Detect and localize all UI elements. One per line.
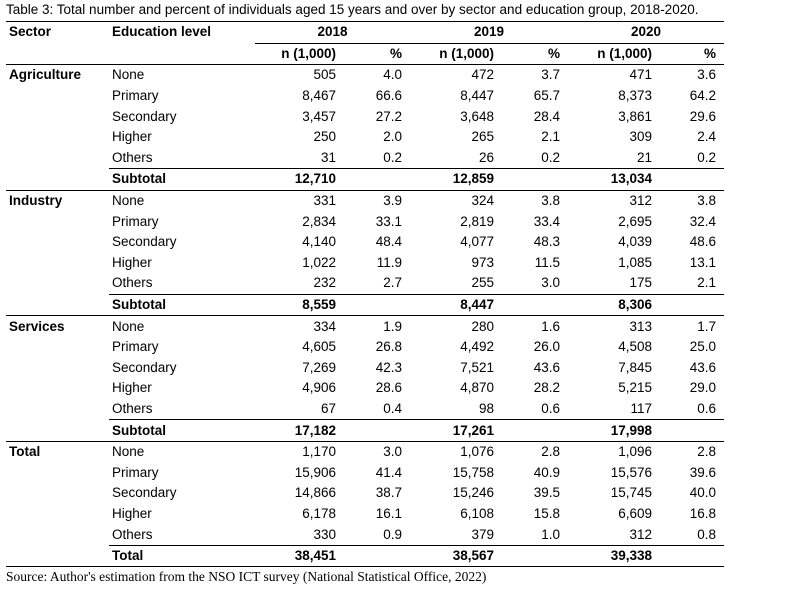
percent-cell: 38.7 — [375, 485, 403, 501]
percent-cell: 0.2 — [541, 149, 561, 165]
education-level: Primary — [112, 339, 159, 355]
percent-cell: 2.0 — [383, 129, 403, 145]
count-cell: 1,085 — [618, 254, 653, 270]
percent-cell: 42.3 — [375, 359, 403, 375]
header-n: n (1,000) — [255, 43, 339, 65]
count-cell: 117 — [630, 400, 653, 416]
sector-empty — [6, 294, 109, 316]
percent-cell: 48.6 — [689, 234, 717, 250]
subtotal-count: 17,998 — [568, 420, 655, 442]
percent-cell: 25.0 — [689, 339, 717, 355]
subtotal-percent-empty — [497, 420, 568, 442]
count-cell: 4,508 — [618, 339, 653, 355]
percent-cell: 39.5 — [533, 485, 561, 501]
sector-label: Industry — [6, 190, 109, 211]
header-pct: % — [339, 43, 410, 65]
percent-cell: 3.0 — [541, 275, 561, 291]
count-cell: 6,108 — [460, 505, 495, 521]
percent-cell: 3.9 — [339, 190, 410, 211]
percent-cell: 29.6 — [689, 108, 717, 124]
count-cell: 2,834 — [302, 213, 336, 229]
count-cell: 4,870 — [460, 380, 495, 396]
count-cell: 15,758 — [452, 464, 495, 480]
sector-empty — [6, 148, 109, 169]
education-level: Others — [112, 400, 153, 416]
education-level: Higher — [112, 129, 152, 145]
percent-cell: 0.6 — [697, 400, 717, 416]
count-cell: 250 — [313, 129, 336, 145]
subtotal-count: 8,447 — [410, 294, 497, 316]
percent-cell: 0.9 — [383, 526, 403, 542]
percent-cell: 1.9 — [339, 316, 410, 337]
count-cell: 7,521 — [460, 359, 495, 375]
count-cell: 265 — [471, 129, 495, 145]
education-level: Secondary — [112, 359, 177, 375]
count-cell: 973 — [471, 254, 495, 270]
header-n: n (1,000) — [568, 43, 655, 65]
percent-cell: 1.0 — [541, 526, 561, 542]
percent-cell: 33.1 — [375, 213, 403, 229]
table-row — [6, 253, 724, 274]
subtotal-percent-empty — [339, 545, 410, 567]
education-level: None — [112, 67, 145, 83]
education-level: Primary — [112, 88, 159, 104]
percent-cell: 33.4 — [533, 213, 561, 229]
header-year-2020: 2020 — [568, 22, 724, 44]
sector-empty — [6, 211, 109, 232]
header-pct: % — [655, 43, 724, 65]
percent-cell: 0.4 — [383, 400, 403, 416]
sector-empty — [6, 358, 109, 379]
count-cell: 21 — [637, 149, 653, 165]
count-cell: 8,467 — [302, 88, 336, 104]
subtotal-percent-empty — [339, 294, 410, 316]
percent-cell: 0.2 — [697, 149, 717, 165]
percent-cell: 11.5 — [534, 254, 561, 270]
percent-cell: 15.8 — [533, 505, 561, 521]
sector-label: Services — [6, 316, 109, 337]
percent-cell: 41.4 — [375, 464, 403, 480]
table-row — [6, 211, 724, 232]
table-row — [6, 232, 724, 253]
count-cell: 15,906 — [294, 464, 336, 480]
count-cell: 312 — [568, 190, 655, 211]
sector-empty — [6, 399, 109, 420]
table-row — [6, 483, 724, 504]
subtotal-count: 38,451 — [255, 545, 339, 567]
subtotal-count: 8,306 — [568, 294, 655, 316]
subtotal-row — [6, 420, 724, 442]
sector-label: Agriculture — [9, 67, 82, 83]
subtotal-count: 17,182 — [255, 420, 339, 442]
table-row — [6, 65, 724, 86]
count-cell: 6,178 — [302, 505, 336, 521]
table-row — [6, 127, 724, 148]
percent-cell: 39.6 — [689, 464, 717, 480]
count-cell: 331 — [255, 190, 339, 211]
header-sector: Sector — [6, 22, 109, 65]
count-cell: 7,845 — [618, 359, 653, 375]
percent-cell: 11.9 — [376, 254, 403, 270]
table-row — [6, 316, 724, 337]
header-year-2018: 2018 — [255, 22, 410, 44]
education-level: Secondary — [112, 234, 177, 250]
subtotal-label: Total — [109, 545, 255, 567]
count-cell: 1,170 — [255, 441, 339, 462]
percent-cell: 29.0 — [689, 380, 717, 396]
percent-cell: 40.0 — [689, 485, 717, 501]
table-row — [6, 358, 724, 379]
count-cell: 471 — [629, 67, 653, 83]
count-cell: 31 — [320, 149, 336, 165]
percent-cell: 3.8 — [655, 190, 724, 211]
sector-empty — [6, 273, 109, 294]
subtotal-percent-empty — [497, 169, 568, 191]
subtotal-percent-empty — [339, 169, 410, 191]
count-cell: 1,022 — [302, 254, 336, 270]
count-cell: 4,492 — [460, 339, 495, 355]
education-level: Secondary — [112, 485, 177, 501]
count-cell: 5,215 — [618, 380, 653, 396]
subtotal-percent-empty — [655, 294, 724, 316]
education-level: Higher — [112, 505, 152, 521]
count-cell: 4,605 — [302, 339, 336, 355]
count-cell: 379 — [471, 526, 495, 542]
percent-cell: 64.2 — [689, 88, 717, 104]
percent-cell: 40.9 — [533, 464, 561, 480]
percent-cell: 2.1 — [541, 129, 561, 145]
source-note: Source: Author's estimation from the NSO ICT survey (National Statistical Office, 2022) — [6, 569, 487, 584]
subtotal-count: 12,859 — [410, 169, 497, 191]
sector-empty — [6, 106, 109, 127]
percent-cell: 3.6 — [697, 67, 717, 83]
count-cell: 6,609 — [618, 505, 653, 521]
count-cell: 15,745 — [610, 485, 653, 501]
header-n: n (1,000) — [410, 43, 497, 65]
table-row — [6, 524, 724, 545]
percent-cell: 43.6 — [689, 359, 717, 375]
percent-cell: 0.2 — [383, 149, 403, 165]
education-level: Others — [112, 526, 153, 542]
count-cell: 472 — [471, 67, 495, 83]
education-level: None — [109, 316, 255, 337]
education-level: Higher — [112, 380, 152, 396]
table-row — [6, 190, 724, 211]
count-cell: 4,906 — [302, 380, 336, 396]
count-cell: 4,140 — [302, 234, 336, 250]
count-cell: 7,269 — [302, 359, 336, 375]
sector-empty — [6, 337, 109, 358]
subtotal-row — [6, 294, 724, 316]
percent-cell: 28.4 — [533, 108, 561, 124]
count-cell: 26 — [478, 149, 495, 165]
table-row — [6, 148, 724, 169]
percent-cell: 43.6 — [533, 359, 561, 375]
percent-cell: 2.8 — [497, 441, 568, 462]
count-cell: 67 — [320, 400, 336, 416]
table-row — [6, 106, 724, 127]
percent-cell: 1.6 — [497, 316, 568, 337]
sector-empty — [6, 232, 109, 253]
education-sector-table — [6, 21, 724, 567]
percent-cell: 16.8 — [689, 505, 717, 521]
education-level: None — [109, 441, 255, 462]
education-level: None — [109, 190, 255, 211]
table-body — [6, 65, 724, 567]
header-year-2019: 2019 — [410, 22, 568, 44]
table-row — [6, 86, 724, 107]
sector-empty — [6, 483, 109, 504]
percent-cell: 1.7 — [655, 316, 724, 337]
subtotal-percent-empty — [655, 420, 724, 442]
percent-cell: 13.1 — [689, 254, 717, 270]
count-cell: 313 — [568, 316, 655, 337]
percent-cell: 27.2 — [375, 108, 403, 124]
sector-empty — [6, 420, 109, 442]
sector-empty — [6, 378, 109, 399]
percent-cell: 2.4 — [697, 129, 717, 145]
subtotal-count: 17,261 — [410, 420, 497, 442]
count-cell: 2,695 — [618, 213, 653, 229]
count-cell: 1,096 — [568, 441, 655, 462]
table-row — [6, 441, 724, 462]
sector-empty — [6, 545, 109, 567]
count-cell: 255 — [471, 275, 495, 291]
sector-empty — [6, 462, 109, 483]
table-row — [6, 399, 724, 420]
subtotal-count: 38,567 — [410, 545, 497, 567]
count-cell: 324 — [410, 190, 497, 211]
count-cell: 2,819 — [460, 213, 495, 229]
percent-cell: 0.8 — [697, 526, 717, 542]
count-cell: 3,648 — [460, 108, 495, 124]
percent-cell: 2.8 — [655, 441, 724, 462]
table-row — [6, 273, 724, 294]
table-caption: Table 3: Total number and percent of individuals aged 15 years and over by sector and education group, 2018-2020. — [6, 2, 699, 17]
count-cell: 175 — [629, 275, 653, 291]
percent-cell: 3.8 — [497, 190, 568, 211]
subtotal-percent-empty — [497, 294, 568, 316]
table-row — [6, 337, 724, 358]
count-cell: 15,576 — [610, 464, 653, 480]
count-cell: 4,077 — [460, 234, 495, 250]
percent-cell: 16.1 — [375, 505, 403, 521]
sector-empty — [6, 169, 109, 191]
count-cell: 330 — [313, 526, 336, 542]
percent-cell: 2.7 — [383, 275, 403, 291]
table-row — [6, 504, 724, 525]
count-cell: 8,373 — [618, 88, 653, 104]
header-pct: % — [497, 43, 568, 65]
count-cell: 98 — [478, 400, 495, 416]
percent-cell: 26.0 — [533, 339, 561, 355]
percent-cell: 3.0 — [339, 441, 410, 462]
percent-cell: 0.6 — [541, 400, 561, 416]
count-cell: 3,861 — [618, 108, 653, 124]
percent-cell: 28.2 — [533, 380, 561, 396]
sector-empty — [6, 127, 109, 148]
subtotal-label: Subtotal — [109, 294, 255, 316]
subtotal-count: 8,559 — [255, 294, 339, 316]
education-level: Primary — [112, 464, 159, 480]
sector-empty — [6, 524, 109, 545]
subtotal-label: Subtotal — [109, 169, 255, 191]
percent-cell: 4.0 — [383, 67, 403, 83]
count-cell: 232 — [313, 275, 336, 291]
count-cell: 334 — [255, 316, 339, 337]
header-row-years — [6, 22, 724, 44]
percent-cell: 65.7 — [533, 88, 561, 104]
sector-empty — [6, 504, 109, 525]
subtotal-count: 13,034 — [568, 169, 655, 191]
subtotal-percent-empty — [497, 545, 568, 567]
count-cell: 8,447 — [460, 88, 495, 104]
header-education: Education level — [109, 22, 255, 65]
education-level: Others — [112, 275, 153, 291]
subtotal-row — [6, 169, 724, 191]
percent-cell: 66.6 — [375, 88, 403, 104]
percent-cell: 48.4 — [375, 234, 403, 250]
table-row — [6, 462, 724, 483]
count-cell: 309 — [629, 129, 653, 145]
count-cell: 4,039 — [618, 234, 653, 250]
sector-label: Total — [6, 441, 109, 462]
count-cell: 280 — [410, 316, 497, 337]
count-cell: 312 — [629, 526, 653, 542]
subtotal-row — [6, 545, 724, 567]
education-level: Others — [112, 149, 153, 165]
table-row — [6, 378, 724, 399]
count-cell: 3,457 — [302, 108, 336, 124]
percent-cell: 3.7 — [541, 67, 561, 83]
percent-cell: 32.4 — [689, 213, 717, 229]
count-cell: 505 — [313, 67, 336, 83]
subtotal-percent-empty — [655, 169, 724, 191]
percent-cell: 2.1 — [697, 275, 717, 291]
percent-cell: 28.6 — [375, 380, 403, 396]
education-level: Secondary — [112, 108, 177, 124]
count-cell: 1,076 — [410, 441, 497, 462]
subtotal-count: 12,710 — [255, 169, 339, 191]
education-level: Primary — [112, 213, 159, 229]
percent-cell: 48.3 — [533, 234, 561, 250]
education-level: Higher — [112, 254, 152, 270]
count-cell: 14,866 — [294, 485, 336, 501]
subtotal-label: Subtotal — [109, 420, 255, 442]
subtotal-percent-empty — [339, 420, 410, 442]
percent-cell: 26.8 — [375, 339, 403, 355]
sector-empty — [6, 253, 109, 274]
subtotal-count: 39,338 — [568, 545, 655, 567]
count-cell: 15,246 — [452, 485, 495, 501]
subtotal-percent-empty — [655, 545, 724, 567]
sector-empty — [6, 86, 109, 107]
